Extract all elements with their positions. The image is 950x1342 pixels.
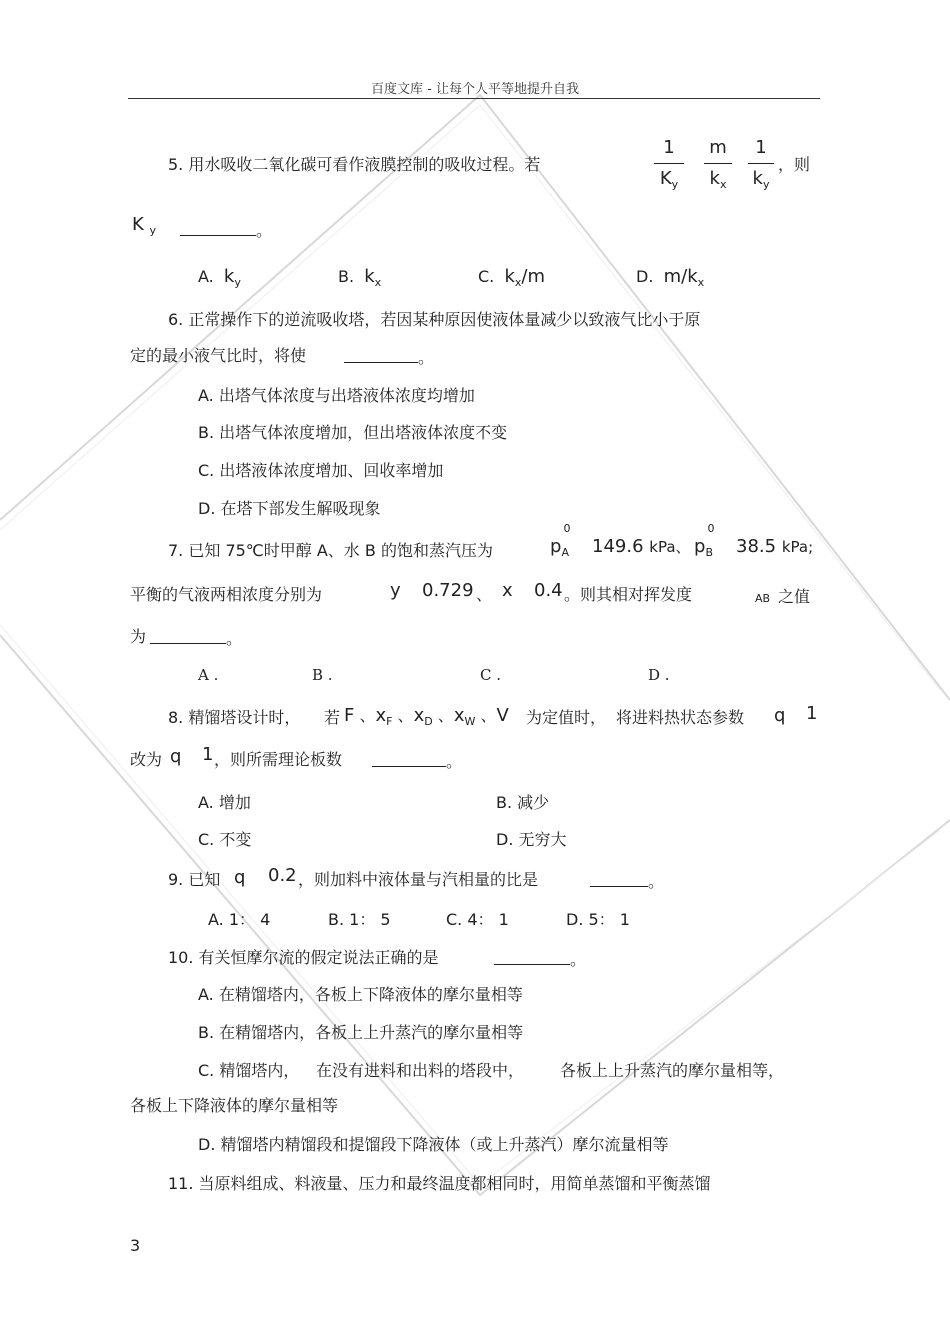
q8-one2: 1 <box>202 744 214 765</box>
q8-line1d: 将进料热状态参数 <box>616 708 745 727</box>
q5-optA-sub: y <box>234 276 241 289</box>
q8-line1b: 若 <box>324 708 341 727</box>
q6-option-b[interactable]: B. 出塔气体浓度增加，但出塔液体浓度不变 <box>198 423 508 442</box>
q5-optB-label: B. <box>338 267 355 286</box>
q7-unit1: kPa、 <box>649 538 691 556</box>
q8-c3: 、 <box>437 706 454 725</box>
q10-option-c-part2[interactable]: 在没有进料和出料的塔段中， <box>316 1061 525 1080</box>
q7-option-b[interactable]: B . <box>312 666 333 684</box>
q10-end: 。 <box>570 950 587 969</box>
q7-answer-blank[interactable] <box>150 626 242 649</box>
q7-x: x <box>502 580 513 601</box>
q8-xF: x <box>375 705 387 726</box>
q6-option-a[interactable]: A. 出塔气体浓度与出塔液体浓度均增加 <box>198 386 475 405</box>
q9-option-a[interactable]: A. 1： 4 <box>208 910 271 929</box>
q9-option-c[interactable]: C. 4： 1 <box>446 910 509 929</box>
q7-pB-sub: B <box>705 546 713 559</box>
q7-pA-sub: A <box>561 546 569 559</box>
q8-q2: q <box>170 746 182 767</box>
q5-optB-sub: x <box>374 276 382 289</box>
q5-optA-label: A. <box>198 267 214 286</box>
q11-line1: 11. 当原料组成、料液量、压力和最终温度都相同时，用简单蒸馏和平衡蒸馏 <box>168 1174 711 1193</box>
q5-frac2-num: m <box>709 137 727 158</box>
q7-pA-p: p <box>550 536 562 557</box>
q8-line2a: 改为 <box>130 750 163 769</box>
q7-y: y <box>390 580 401 601</box>
q7-ab-sub: AB <box>755 592 771 605</box>
q7-line2c: 之值 <box>778 587 811 606</box>
q5-stem: 5. 用水吸收二氧化碳可看作液膜控制的吸收过程。若 <box>168 155 541 174</box>
q8-q: q <box>774 705 786 726</box>
q5-frac1-sub: y <box>671 178 679 191</box>
q5-frac3-num: 1 <box>755 137 767 158</box>
q8-option-c[interactable]: C. 不变 <box>198 830 252 849</box>
q5-frac3-den: k <box>752 168 763 189</box>
q8-option-d[interactable]: D. 无穷大 <box>496 830 567 849</box>
q9-line1b: ，则加料中液体量与汽相量的比是 <box>298 870 539 889</box>
q5-tail: ，则 <box>778 155 811 174</box>
q10-option-c-part1[interactable]: C. 精馏塔内， <box>198 1061 300 1080</box>
q6-option-c[interactable]: C. 出塔液体浓度增加、回收率增加 <box>198 461 444 480</box>
q8-line2-end: 。 <box>446 752 463 771</box>
q8-xD-sub: D <box>424 715 433 728</box>
q8-line2b: ，则所需理论板数 <box>214 750 343 769</box>
q5-option-d[interactable]: D. $m/k_x$ <box>636 266 705 289</box>
q5-optD2: k <box>687 266 698 287</box>
q5-option-b[interactable] <box>338 266 381 289</box>
q5-K: K <box>132 214 144 235</box>
q7-x-value: 0.4 <box>534 580 563 601</box>
q7-line3-end: 。 <box>226 629 243 648</box>
q8-F: F <box>344 705 355 726</box>
q10-option-a[interactable]: A. 在精馏塔内，各板上下降液体的摩尔量相等 <box>198 985 523 1004</box>
q7-option-a[interactable]: A . <box>198 666 219 684</box>
q8-line1a: 8. 精馏塔设计时， <box>168 708 301 727</box>
q8-one: 1 <box>806 703 818 724</box>
q7-unit2: kPa; <box>781 538 814 556</box>
q5-frac3-sub: y <box>762 178 770 191</box>
q8-option-b[interactable]: B. 减少 <box>496 793 550 812</box>
q5-K-sub: y <box>149 224 157 237</box>
q9-answer-blank[interactable] <box>590 869 664 892</box>
q5-optD-label: D. <box>636 267 654 286</box>
q5-optC-label: C. <box>478 267 495 286</box>
q8-c1: 、 <box>359 706 376 725</box>
q5-optC1: k <box>504 266 515 287</box>
q6-option-d[interactable]: D. 在塔下部发生解吸现象 <box>198 499 381 518</box>
q6-line2-end: 。 <box>418 348 435 367</box>
q10-answer-blank[interactable] <box>494 947 586 970</box>
q5-optD1: m <box>663 266 682 287</box>
q9-value: 0.2 <box>268 865 297 886</box>
q8-line1c: 为定值时， <box>526 708 607 727</box>
q7-pB-p: p <box>694 536 706 557</box>
q7-y-value: 0.729 <box>422 580 474 601</box>
q5-frac2-sub: x <box>719 178 727 191</box>
q7-line3 <box>130 624 146 647</box>
q5-optA: k <box>223 266 235 287</box>
q7-option-d[interactable]: D . <box>648 666 670 684</box>
q5-frac1-den: K <box>659 168 672 189</box>
q7-pA <box>550 522 571 559</box>
q8-V: V <box>496 705 509 726</box>
q8-xD: x <box>413 705 425 726</box>
q7-pA-val: 149.6 <box>592 536 644 557</box>
page-number: 3 <box>130 1236 141 1255</box>
q7-pB-val: 38.5 <box>736 536 777 557</box>
q5-frac2-den: k <box>709 168 720 189</box>
q7-pA-value <box>592 536 691 557</box>
q9-option-b[interactable]: B. 1： 5 <box>328 910 391 929</box>
q7-option-c[interactable]: C . <box>480 666 502 684</box>
q7-pB-value <box>736 536 813 557</box>
q7-pB-sup: 0 <box>707 522 715 535</box>
q10-option-d[interactable]: D. 精馏塔内精馏段和提馏段下降液体（或上升蒸汽）摩尔流量相等 <box>198 1135 669 1154</box>
q8-option-a[interactable]: A. 增加 <box>198 793 251 812</box>
q10-option-c-part4[interactable]: 各板上下降液体的摩尔量相等 <box>130 1096 339 1115</box>
header-rule <box>128 98 820 99</box>
q7-pA-sup: 0 <box>563 522 571 535</box>
q9-line1a: 9. 已知 <box>168 870 221 889</box>
page-header: 百度文库 - 让每个人平等地提升自我 <box>371 82 579 97</box>
q8-xW: x <box>453 705 465 726</box>
q5-fraction-2 <box>702 135 734 192</box>
q10-line1: 10. 有关恒摩尔流的假定说法正确的是 <box>168 948 439 967</box>
q5-optC2: m <box>527 266 546 287</box>
q8-variables <box>344 703 509 728</box>
q7-line3-text: 为 <box>130 627 147 646</box>
q5-optD-sub: x <box>697 276 705 289</box>
q8-c4: 、 <box>480 706 497 725</box>
q5-optB: k <box>364 266 375 287</box>
q7-pB <box>694 522 715 559</box>
q5-answer-blank[interactable] <box>180 218 272 241</box>
q6-answer-blank[interactable] <box>344 345 434 368</box>
q5-line2-K <box>132 214 156 237</box>
q5-line2-end: 。 <box>256 221 273 240</box>
q7-sep: 、 <box>476 585 493 604</box>
q5-fraction-3 <box>746 135 776 192</box>
q8-xW-sub: W <box>464 715 476 728</box>
q7-line1a: 7. 已知 75℃时甲醇 A、水 B 的饱和蒸汽压为 <box>168 541 493 560</box>
q10-option-b[interactable]: B. 在精馏塔内，各板上上升蒸汽的摩尔量相等 <box>198 1023 524 1042</box>
q5-fraction-1 <box>652 135 686 192</box>
q7-line2b: 。则其相对挥发度 <box>564 585 693 604</box>
q5-frac1-num: 1 <box>663 137 675 158</box>
q8-answer-blank[interactable] <box>372 749 462 772</box>
q5-option-c[interactable]: C. $k_x/m$ <box>478 266 546 289</box>
q6-line1: 6. 正常操作下的逆流吸收塔，若因某种原因使液体量减少以致液气比小于原 <box>168 310 701 329</box>
q5-option-a[interactable] <box>198 266 241 289</box>
q9-end: 。 <box>648 872 665 891</box>
q9-option-d[interactable]: D. 5： 1 <box>566 910 630 929</box>
q10-option-c-part3[interactable]: 各板上上升蒸汽的摩尔量相等， <box>560 1061 785 1080</box>
q5-optC-sub: x <box>514 276 522 289</box>
q8-xF-sub: F <box>386 715 393 728</box>
q9-q: q <box>234 867 246 888</box>
q6-line2: 定的最小液气比时，将使 <box>130 346 307 365</box>
q8-c2: 、 <box>397 706 414 725</box>
q7-line2a: 平衡的气液两相浓度分别为 <box>130 585 323 604</box>
